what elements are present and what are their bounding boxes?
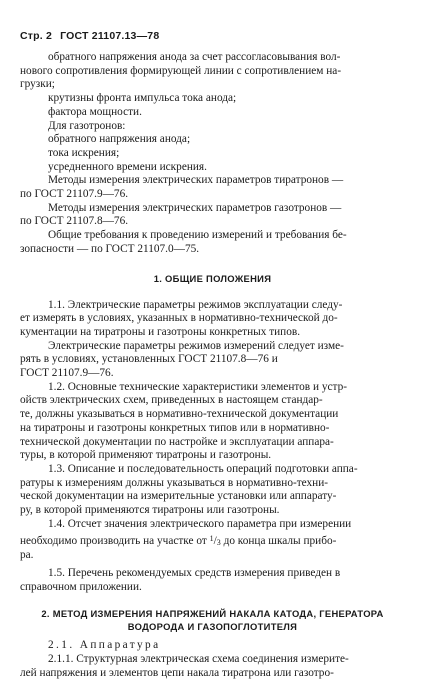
text-line: на тиратроны и газотроны конкретных типов или в нормативно- [20,421,330,434]
section-1-heading: 1. ОБЩИЕ ПОЛОЖЕНИЯ [153,272,272,284]
text-line: Электрические параметры режимов измерений следует изме- [48,339,344,352]
text-line: ойств электрических схем, приведенных в настоящем стандар- [20,394,323,407]
text-line: ра. [20,549,34,562]
text-line: Для газотронов: [48,119,126,132]
text-line: обратного напряжения анода; [48,133,191,146]
text-fragment: до конца шкалы прибо- [220,534,337,547]
text-line: ГОСТ 21107.9—76. [20,367,114,380]
text-line: ет измерять в условиях, указанных в нормативно-технической до- [20,312,338,325]
text-line: 1.4. Отсчет значения электрического параметра при измерении [48,517,352,530]
page-header [20,30,405,46]
text-line [20,532,405,550]
fraction-slash: / [213,534,217,547]
text-line: грузки; [20,78,55,91]
subsection-heading: 2.1. Аппаратура [48,639,161,652]
text-line: тока искрения; [48,146,120,159]
text-line: те, должны указываться в нормативно-технической документации [20,408,339,421]
text-line: 2.1.1. Структурная электрическая схема соединения измерите- [48,653,349,666]
text-line: усредненного времени искрения. [48,160,207,173]
text-line: 1.5. Перечень рекомендуемых средств измерения приведен в [48,566,341,579]
text-fragment: необходимо производить на участке от [20,534,210,547]
section-2-heading-line: ВОДОРОДА И ГАЗОПОГЛОТИТЕЛЯ [127,621,298,633]
text-line: ру, в которой применяются тиратроны или газотроны. [20,504,280,517]
section-1-body [20,299,405,595]
document-body [20,51,405,680]
text-line: 1.2. Основные технические характеристики элементов и устр- [48,380,347,393]
fraction-denominator: 3 [216,537,221,547]
text-line: 1.1. Электрические параметры режимов эксплуатации следу- [48,298,343,311]
text-line: фактора мощности. [48,105,142,118]
section-2-body [20,639,405,680]
text-line: кументации на тиратроны и газотроны конкретных типов. [20,325,301,338]
text-line: зопасности — по ГОСТ 21107.0—75. [20,242,200,255]
text-line: по ГОСТ 21107.9—76. [20,188,129,201]
text-line: ческой документации на измерительные установки или аппарату- [20,490,337,503]
text-line: Методы измерения электрических параметров тиратронов — [48,174,344,187]
section-2-heading-line: 2. МЕТОД ИЗМЕРЕНИЯ НАПРЯЖЕНИЙ НАКАЛА КАТОДА, ГЕНЕРАТОРА [41,608,384,620]
fraction-numerator: 1 [209,533,214,543]
text-line: обратного напряжения анода за счет рассогласовывания вол- [48,51,341,63]
standard-code: ГОСТ 21107.13—78 [60,30,160,42]
section-2-heading [20,607,405,633]
intro-block [20,51,405,257]
text-line: лей напряжения и элементов цепи накала тиратрона или газотро- [20,666,334,679]
text-line: Общие требования к проведению измерений и требования бе- [48,229,347,242]
text-line: туры, в которой применяют тиратроны и газотроны. [20,449,272,462]
text-line: ратуры к измерениям должны указываться в нормативно-техни- [20,476,329,489]
text-line: по ГОСТ 21107.8—76. [20,215,129,228]
text-line: крутизны фронта импульса тока анода; [48,92,237,105]
text-line: технической документации по настройке и эксплуатации аппара- [20,435,334,448]
text-line: 1.3. Описание и последовательность операций подготовки аппа- [48,462,358,475]
page-number: Стр. 2 [20,30,53,42]
text-line: нового сопротивления формирующей линии с сопротивлением на- [20,64,342,77]
text-line: рять в условиях, установленных ГОСТ 21107.8—76 и [20,353,278,366]
text-line: справочном приложении. [20,580,142,593]
text-line: Методы измерения электрических параметров газотронов — [48,201,342,214]
